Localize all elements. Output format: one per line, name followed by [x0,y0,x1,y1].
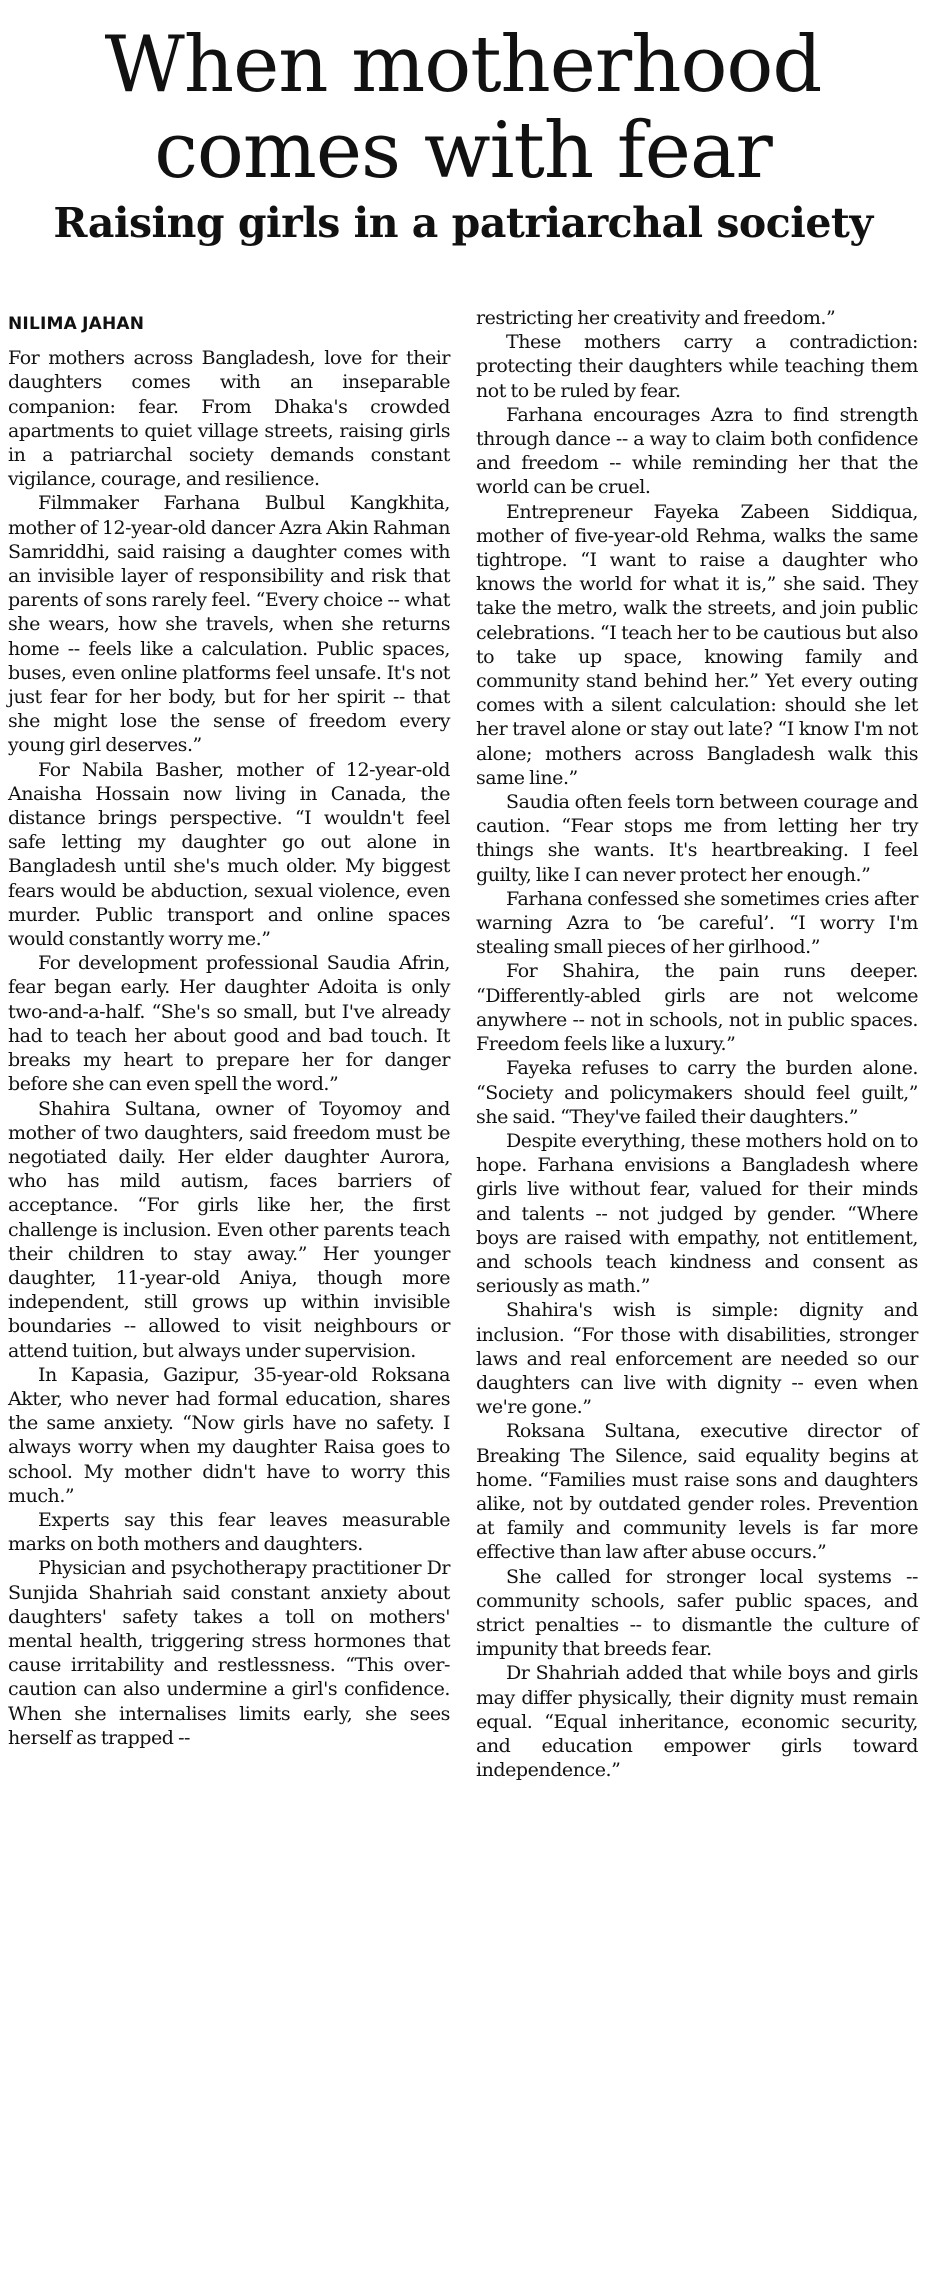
paragraph: These mothers carry a contradiction: protecting their daughters while teaching them not to be ruled by fear. [476,331,918,402]
paragraph: Fayeka refuses to carry the burden alone. “Society and policymakers should feel guilt,” she said. “They've failed their daughters.” [476,1057,918,1128]
paragraph: Roksana Sultana, executive director of Breaking The Silence, said equality begins at home. “Families must raise sons and daughters alike, not by outdated gender roles. Prevention at family and community levels is far more effective than law after abuse occurs.” [476,1420,918,1564]
paragraph: Shahira's wish is simple: dignity and inclusion. “For those with disabilities, stronger laws and real enforcement are needed so our daughters can live with dignity -- even when we're gone.” [476,1299,918,1419]
paragraph: Filmmaker Farhana Bulbul Kangkhita, mother of 12-year-old dancer Azra Akin Rahman Samriddhi, said raising a daughter comes with an invisible layer of responsibility and risk that parents of sons rarely feel. “Every choice -- what she wears, how she travels, when she returns home -- feels like a calculation. Public spaces, buses, even online platforms feel unsafe. It's not just fear for her body, but for her spirit -- that she might lose the sense of freedom every young girl deserves.” [8,492,450,757]
headline-line-2: comes with fear [154,106,772,196]
paragraph: For Nabila Basher, mother of 12-year-old Anaisha Hossain now living in Canada, the distance brings perspective. “I wouldn't feel safe letting my daughter go out alone in Bangladesh until she's much older. My biggest fears would be abduction, sexual violence, even murder. Public transport and online spaces would constantly worry me.” [8,758,450,951]
headline [0,0,926,194]
paragraph: For development professional Saudia Afrin, fear began early. Her daughter Adoita is only two-and-a-half. “She's so small, but I've already had to teach her about good and bad touch. It breaks my heart to prepare her for danger before she can even spell the word.” [8,952,450,1096]
paragraph: Farhana encourages Azra to find strength through dance -- a way to claim both confidence and freedom -- while reminding her that the world can be cruel. [476,403,918,499]
headline-line-1: When motherhood [104,20,822,110]
subheadline: Raising girls in a patriarchal society [53,199,873,247]
paragraph: She called for stronger local systems -- community schools, safer public spaces, and strict penalties -- to dismantle the culture of impunity that breeds fear. [476,1565,918,1661]
paragraph: For mothers across Bangladesh, love for their daughters comes with an inseparable companion: fear. From Dhaka's crowded apartments to quiet village streets, raising girls in a patriarchal society demands constant vigilance, courage, and resilience. [8,347,450,491]
paragraph: In Kapasia, Gazipur, 35-year-old Roksana Akter, who never had formal education, shares the same anxiety. “Now girls have no safety. I always worry when my daughter Raisa goes to school. My mother didn't have to worry this much.” [8,1363,450,1507]
left-column [8,306,450,1782]
paragraph: Entrepreneur Fayeka Zabeen Siddiqua, mother of five-year-old Rehma, walks the same tightrope. “I want to raise a daughter who knows the world for what it is,” she said. They take the metro, walk the streets, and join public celebrations. “I teach her to be cautious but also to take up space, knowing family and community stand behind her.” Yet every outing comes with a silent calculation: should she let her travel alone or stay out late? “I know I'm not alone; mothers across Bangladesh walk this same line.” [476,500,918,789]
paragraph: Dr Shahriah added that while boys and girls may differ physically, their dignity must remain equal. “Equal inheritance, economic security, and education empower girls toward independence.” [476,1662,918,1782]
article-body [8,306,918,1782]
paragraph: Farhana confessed she sometimes cries after warning Azra to ‘be careful’. “I worry I'm stealing small pieces of her girlhood.” [476,887,918,959]
paragraph: Saudia often feels torn between courage and caution. “Fear stops me from letting her try things she wants. It's heartbreaking. I feel guilty, like I can never protect her enough.” [476,791,918,886]
byline: NILIMA JAHAN [8,314,145,334]
paragraph: Physician and psychotherapy practitioner Dr Sunjida Shahriah said constant anxiety about daughters' safety takes a toll on mothers' mental health, triggering stress hormones that cause irritability and restlessness. “This over-caution can also undermine a girl's confidence. When she internalises limits early, she sees herself as trapped -- [8,1557,450,1749]
paragraph: Shahira Sultana, owner of Toyomoy and mother of two daughters, said freedom must be negotiated daily. Her elder daughter Aurora, who has mild autism, faces barriers of acceptance. “For girls like her, the first challenge is inclusion. Even other parents teach their children to stay away.” Her younger daughter, 11-year-old Aniya, though more independent, still grows up within invisible boundaries -- allowed to visit neighbours or attend tuition, but always under supervision. [8,1097,450,1362]
paragraph: Despite everything, these mothers hold on to hope. Farhana envisions a Bangladesh where girls live without fear, valued for their minds and talents -- not judged by gender. “Where boys are raised with empathy, not entitlement, and schools teach kindness and consent as seriously as math.” [476,1129,918,1298]
paragraph-continued: restricting her creativity and freedom.” [476,307,836,329]
paragraph: Experts say this fear leaves measurable marks on both mothers and daughters. [8,1508,450,1556]
right-column [476,306,918,1782]
paragraph: For Shahira, the pain runs deeper. “Differently-abled girls are not welcome anywhere -- not in schools, not in public spaces. Freedom feels like a luxury.” [476,960,918,1056]
